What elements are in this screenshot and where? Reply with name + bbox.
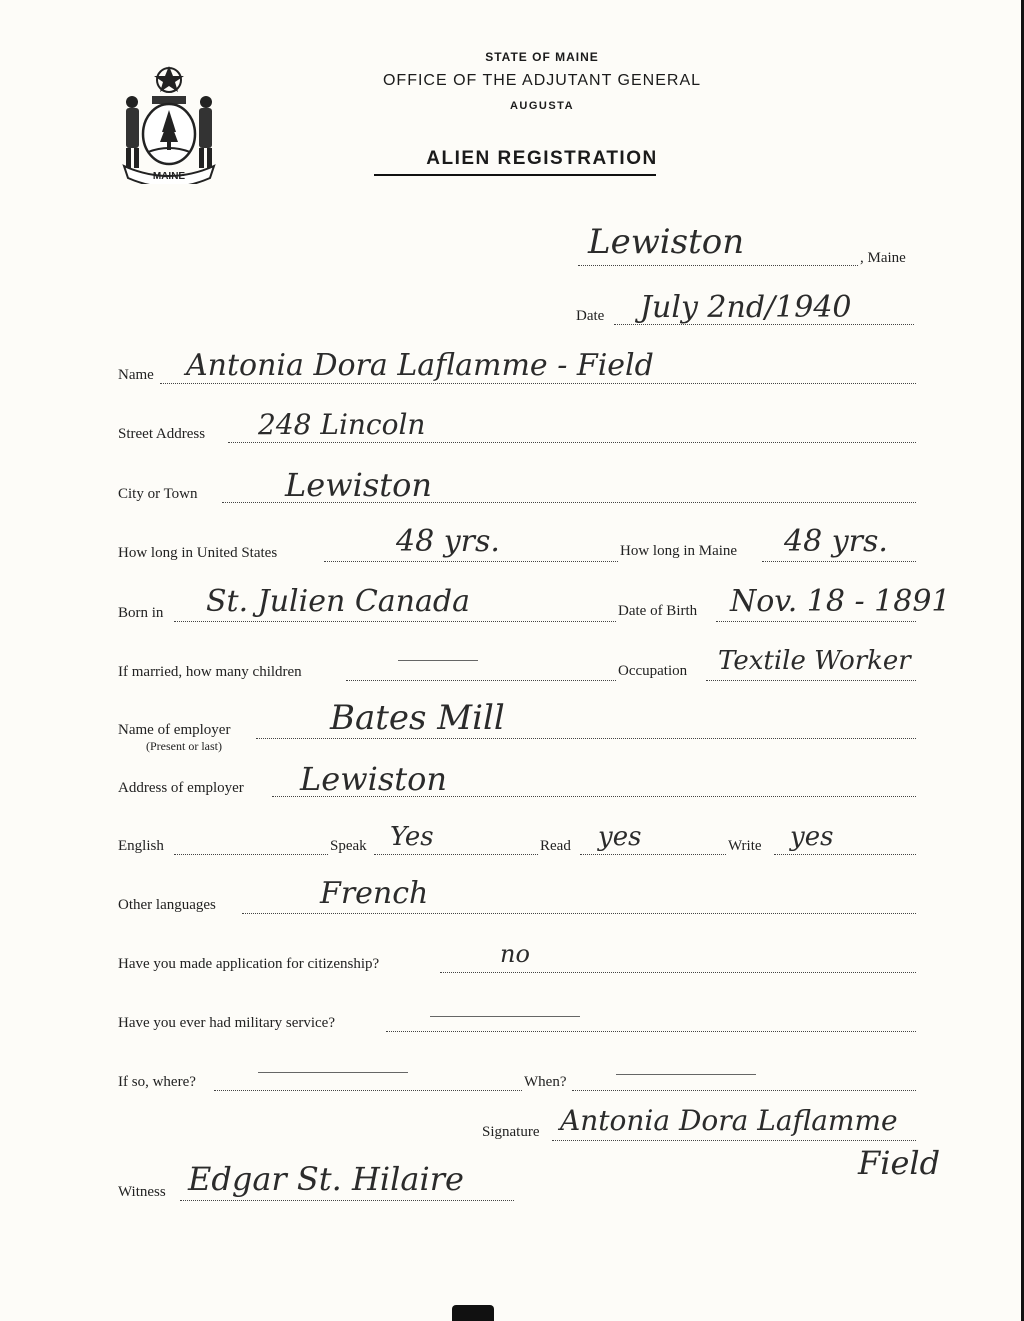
name-value[interactable]: Antonia Dora Laflamme - Field bbox=[186, 348, 654, 383]
paper-tear-mark bbox=[452, 1305, 494, 1321]
when-label: When? bbox=[524, 1074, 567, 1090]
occupation-value[interactable]: Textile Worker bbox=[718, 646, 911, 676]
date-label: Date bbox=[576, 308, 605, 324]
us-duration-value[interactable]: 48 yrs. bbox=[396, 524, 500, 559]
where-label: If so, where? bbox=[118, 1074, 196, 1090]
military-label: Have you ever had military service? bbox=[118, 1015, 335, 1031]
witness-label: Witness bbox=[118, 1184, 166, 1200]
speak-label: Speak bbox=[330, 838, 367, 854]
employer-address-label: Address of employer bbox=[118, 780, 244, 796]
children-value-dash bbox=[398, 660, 478, 661]
read-value[interactable]: yes bbox=[598, 822, 642, 852]
seal-text: MAINE bbox=[152, 171, 186, 182]
name-label: Name bbox=[118, 367, 154, 383]
other-languages-value[interactable]: French bbox=[320, 876, 429, 911]
state-heading: STATE OF MAINE bbox=[485, 50, 599, 64]
street-label: Street Address bbox=[118, 426, 206, 442]
city-heading: AUGUSTA bbox=[509, 100, 575, 112]
employer-label: Name of employer bbox=[118, 722, 231, 738]
city-label: City or Town bbox=[118, 486, 198, 502]
write-value[interactable]: yes bbox=[790, 822, 834, 852]
place-value[interactable]: Lewiston bbox=[588, 222, 745, 262]
birthplace-label: Born in bbox=[118, 605, 164, 621]
where-value-dash bbox=[258, 1072, 408, 1073]
employer-sublabel: (Present or last) bbox=[146, 739, 222, 753]
form-title: ALIEN REGISTRATION bbox=[426, 148, 658, 169]
when-value-dash bbox=[616, 1074, 756, 1075]
dob-value[interactable]: Nov. 18 - 1891 bbox=[730, 584, 951, 619]
other-languages-label: Other languages bbox=[118, 897, 216, 913]
us-duration-label: How long in United States bbox=[118, 545, 278, 561]
signature-value-continued[interactable]: Field bbox=[858, 1144, 941, 1182]
maine-duration-label: How long in Maine bbox=[620, 543, 738, 559]
witness-value[interactable]: Edgar St. Hilaire bbox=[188, 1160, 464, 1198]
children-label: If married, how many children bbox=[118, 664, 302, 680]
street-value[interactable]: 248 Lincoln bbox=[258, 408, 426, 441]
speak-value[interactable]: Yes bbox=[390, 822, 434, 852]
place-suffix: , Maine bbox=[860, 250, 906, 266]
employer-value[interactable]: Bates Mill bbox=[330, 698, 505, 738]
city-value[interactable]: Lewiston bbox=[285, 466, 432, 504]
occupation-label: Occupation bbox=[618, 663, 688, 679]
office-heading: OFFICE OF THE ADJUTANT GENERAL bbox=[382, 72, 702, 89]
employer-address-value[interactable]: Lewiston bbox=[300, 760, 447, 798]
dob-label: Date of Birth bbox=[618, 603, 698, 619]
citizenship-label: Have you made application for citizenship? bbox=[118, 956, 380, 972]
birthplace-value[interactable]: St. Julien Canada bbox=[206, 584, 470, 619]
citizenship-value[interactable]: no bbox=[500, 940, 530, 968]
signature-value[interactable]: Antonia Dora Laflamme bbox=[560, 1104, 898, 1137]
write-label: Write bbox=[728, 838, 762, 854]
maine-duration-value[interactable]: 48 yrs. bbox=[784, 524, 888, 559]
title-underline bbox=[374, 174, 656, 176]
signature-label: Signature bbox=[482, 1124, 540, 1140]
military-value-dash bbox=[430, 1016, 580, 1017]
english-label: English bbox=[118, 838, 164, 854]
read-label: Read bbox=[540, 838, 571, 854]
date-value[interactable]: July 2nd/1940 bbox=[640, 290, 852, 325]
